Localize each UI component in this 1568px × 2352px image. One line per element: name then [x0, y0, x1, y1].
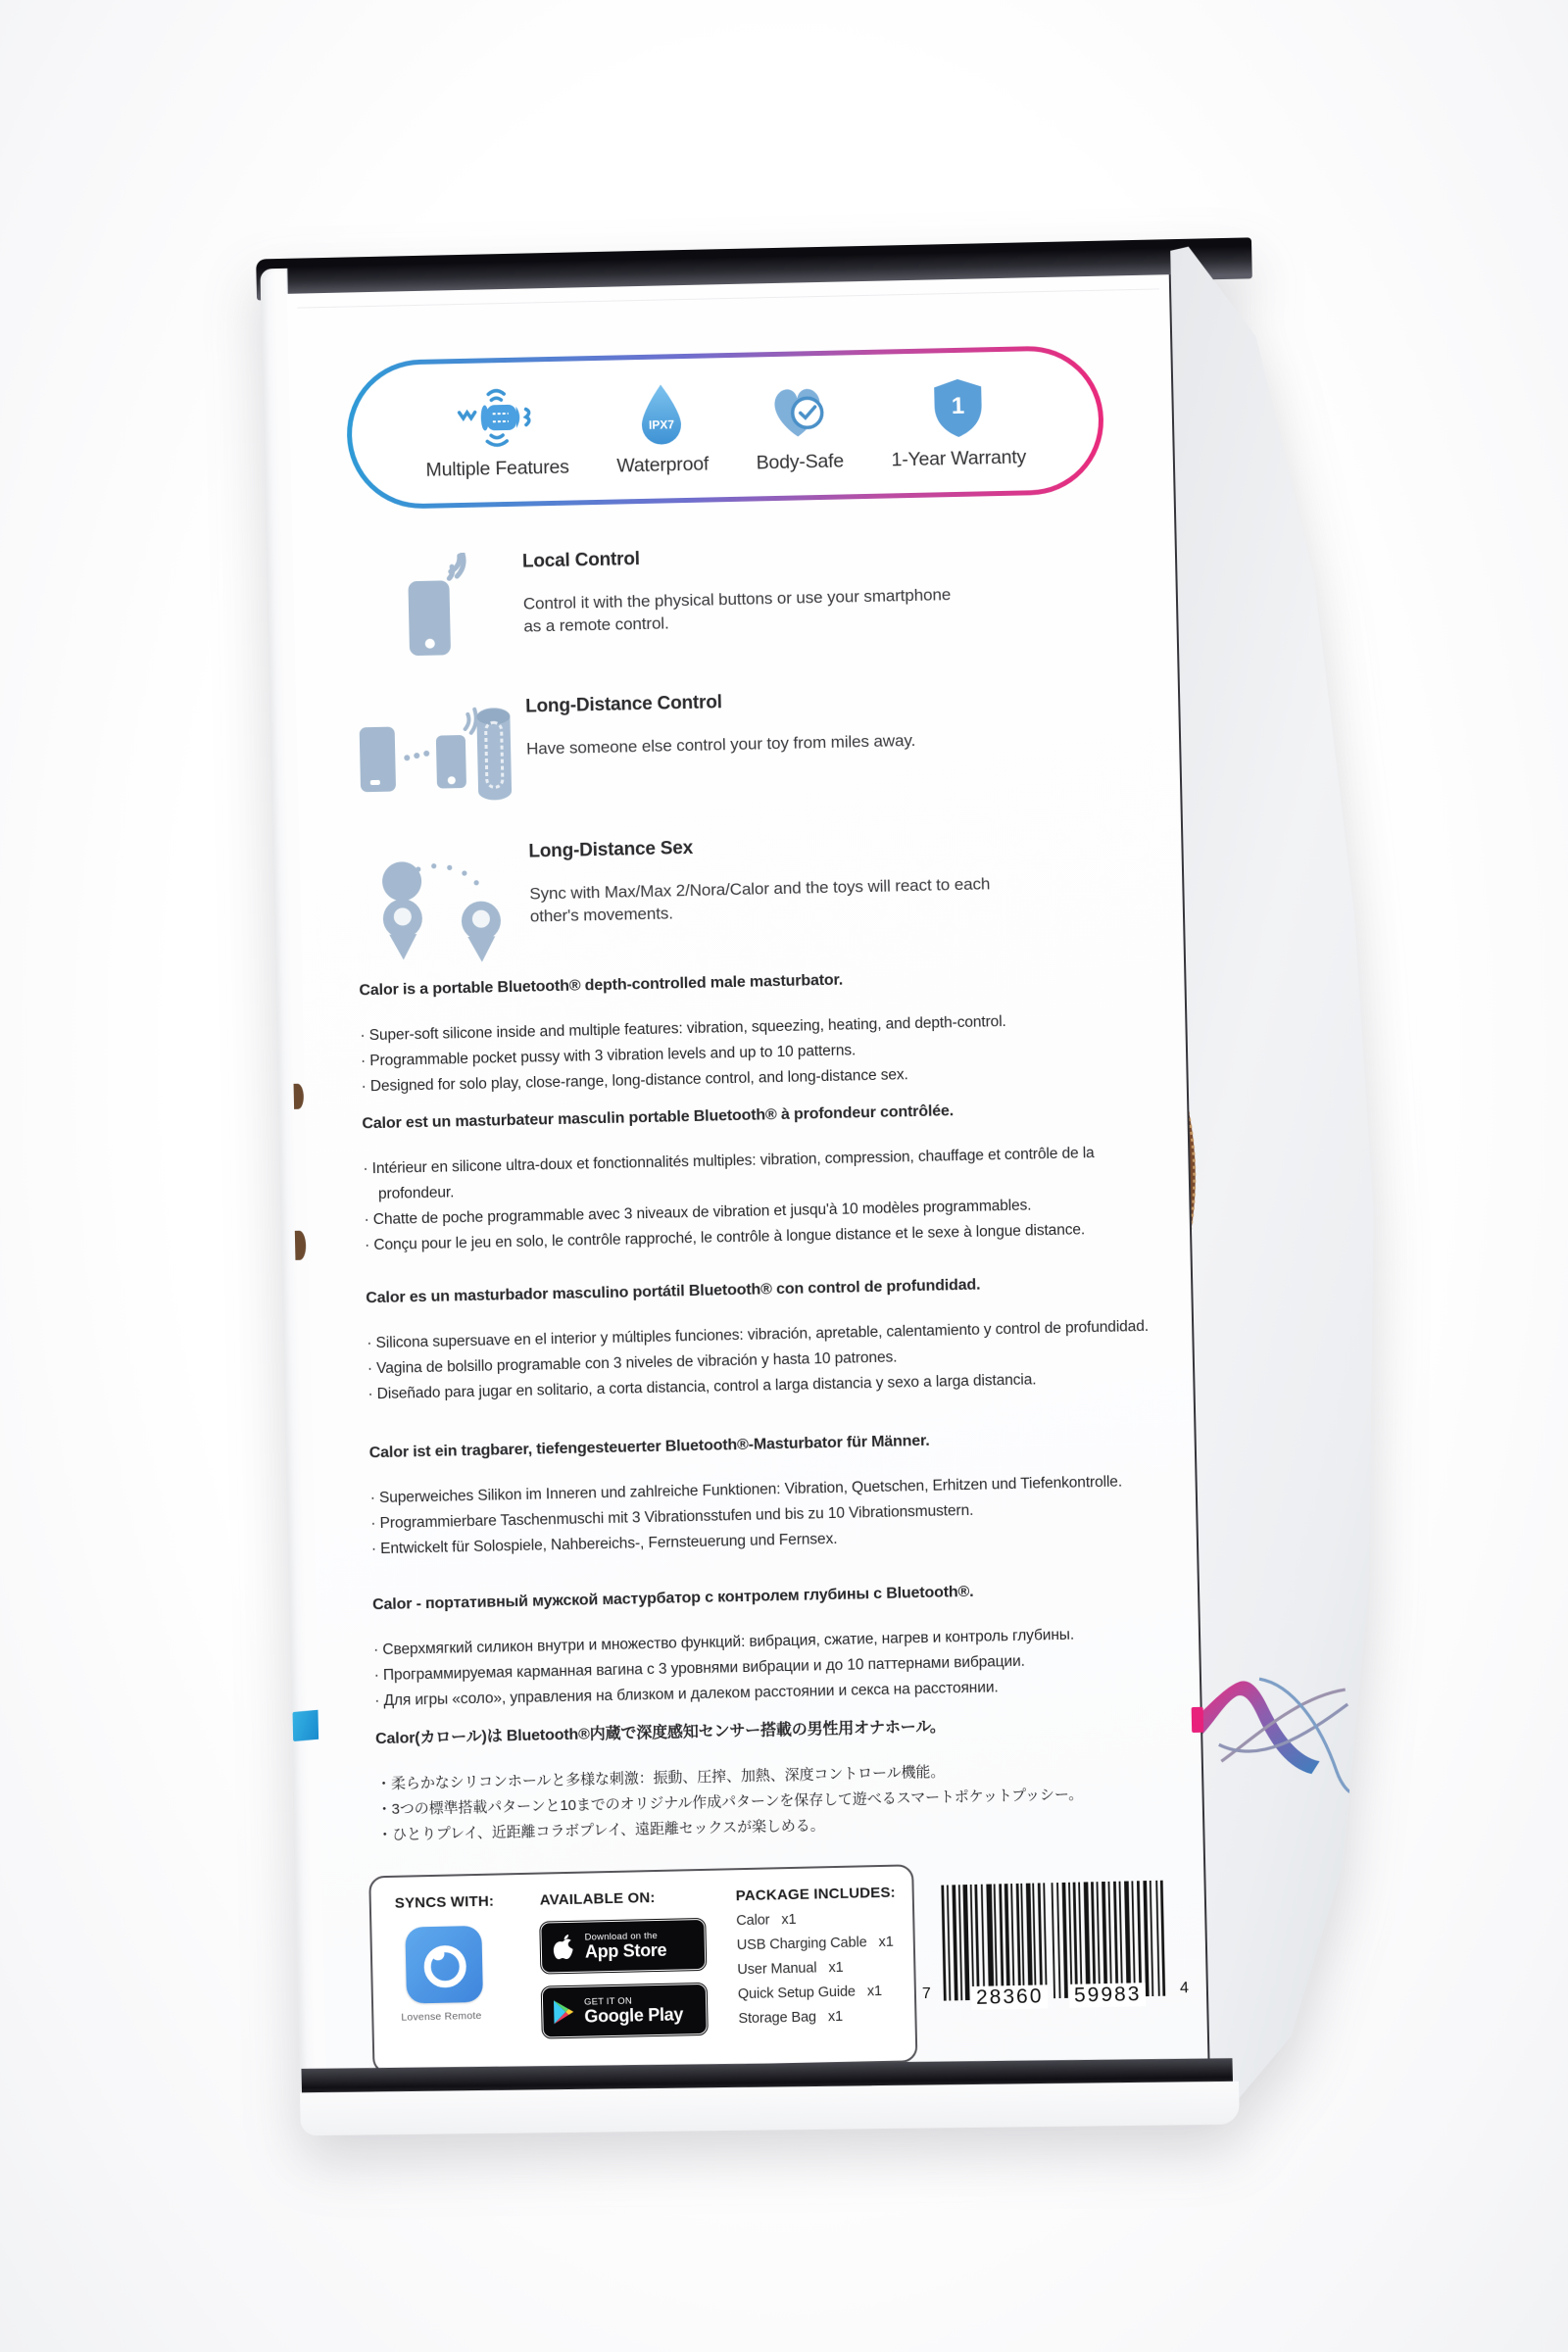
svg-text:IPX7: IPX7 — [649, 417, 675, 432]
barcode-digits: 28360 — [971, 1984, 1049, 2010]
torn-tab-mark — [294, 1084, 305, 1109]
feature-title: Long-Distance Control — [524, 692, 722, 717]
description-bullet: · Programmable pocket pussy with 3 vibration levels and up to 10 patterns. — [360, 1042, 857, 1070]
description-bullet: · Для игры «соло», управления на близком и далеком расстоянии и секса на расстоянии. — [374, 1679, 999, 1710]
feature-badges-pill — [345, 345, 1104, 511]
package-item: USB Charging Cable x1 — [736, 1934, 894, 1954]
feature-long-distance-control — [353, 685, 1056, 818]
description-section-fr — [362, 1095, 1160, 1259]
description-bullet: · Entwickelt für Solospiele, Nahbereichs-, Fernsteuerung und Fernsex. — [370, 1530, 838, 1558]
waterproof-droplet-icon — [635, 380, 687, 448]
warranty-shield-icon — [929, 373, 985, 441]
badge-warranty — [890, 372, 1027, 471]
box-back-panel — [287, 274, 1210, 2098]
body-safe-heart-icon — [766, 377, 830, 445]
description-section-ru — [372, 1576, 1171, 1715]
badge-label: Body-Safe — [756, 450, 845, 474]
phones-and-toy-icon — [353, 697, 528, 818]
description-header: Calor es un masturbador masculino portátil Bluetooth® con control de profundidad. — [366, 1276, 981, 1307]
feature-title: Long-Distance Sex — [528, 837, 694, 862]
product-box-photo — [260, 235, 1396, 2142]
feature-description: Sync with Max/Max 2/Nora/Calor and the toys will react to each other's movements. — [529, 874, 991, 926]
barcode-digit: 7 — [921, 1984, 932, 2003]
apple-icon — [552, 1934, 576, 1962]
description-bullet: · Superweiches Silikon im Inneren und zahlreiche Funktionen: Vibration, Quetschen, Erhitzen und Tiefenkontrolle. — [369, 1473, 1123, 1507]
description-bullet: · Programmierbare Taschenmuschi mit 3 Vibrationsstufen und bis zu 10 Vibrationsmustern. — [370, 1501, 974, 1533]
lovense-remote-app-icon — [405, 1926, 483, 2004]
badge-multiple-features — [424, 383, 569, 482]
badge-label: Waterproof — [616, 453, 710, 477]
package-item: Quick Setup Guide x1 — [737, 1983, 883, 2003]
feature-description: Have someone else control your toy from miles away. — [525, 730, 916, 759]
app-store-badge — [540, 1919, 706, 1974]
feature-title: Local Control — [521, 549, 641, 572]
google-play-badge — [542, 1984, 708, 2038]
description-bullet: ・ひとりプレイ、近距離コラボプレイ、遠距離セックスが楽しめる。 — [377, 1817, 825, 1844]
smartphone-waves-icon — [350, 552, 525, 671]
store-badge-top-text: GET IT ON — [583, 1995, 633, 2008]
vibration-toy-icon — [449, 383, 544, 452]
store-badge-bottom-text: App Store — [584, 1939, 667, 1962]
svg-text:1: 1 — [951, 392, 965, 420]
wave-graphic — [1195, 1635, 1357, 1826]
description-bullet: · Vagina de bolsillo programable con 3 niveles de vibración y hasta 10 patrones. — [367, 1348, 898, 1378]
feature-long-distance-sex — [356, 831, 992, 964]
description-header: Calor(カロール)は Bluetooth®内蔵で深度感知センサー搭載の男性用オナホール。 — [374, 1718, 946, 1748]
package-item: Storage Bag x1 — [738, 2008, 844, 2028]
description-section-ja — [375, 1709, 1174, 1848]
google-play-icon — [553, 2000, 575, 2024]
description-bullet: · Diseñado para jugar en solitario, a corta distancia, control a larga distancia y sexo a larga distancia. — [368, 1371, 1037, 1403]
badge-label: 1-Year Warranty — [891, 446, 1027, 471]
feature-description: Control it with the physical buttons or use your smartphone as a remote control. — [522, 585, 952, 636]
barcode-digit: 4 — [1179, 1980, 1190, 1997]
description-bullet: ・柔らかなシリコンホールと多様な刺激：振動、圧搾、加熱、深度コントロール機能。 — [375, 1763, 946, 1793]
package-includes-column — [736, 1884, 907, 2027]
syncs-with-column — [395, 1892, 525, 2024]
description-bullet: · Conçu pour le jeu en solo, le contrôle rapproché, le contrôle à longue distance et le sexe à longue distance. — [364, 1221, 1086, 1254]
available-on-column — [540, 1888, 725, 2038]
feature-local-control — [350, 542, 967, 671]
badge-label: Multiple Features — [425, 456, 569, 481]
badge-waterproof — [614, 380, 709, 478]
location-pins-icon — [356, 842, 531, 965]
store-badge-top-text: Download on the — [584, 1930, 659, 1943]
description-bullet: · Super-soft silicone inside and multiple features: vibration, squeezing, heating, and depth-control. — [360, 1012, 1006, 1045]
description-header: Calor est un masturbateur masculin portable Bluetooth® à profondeur contrôlée. — [362, 1102, 955, 1133]
description-bullet: · Программируемая карманная вагина с 3 уровнями вибрации и до 10 паттернами вибрации. — [373, 1652, 1026, 1685]
syncs-with-label: SYNCS WITH: — [394, 1892, 495, 1912]
description-header: Calor ist ein tragbarer, tiefengesteuerter Bluetooth®-Masturbator für Männer. — [368, 1432, 930, 1462]
store-badge-bottom-text: Google Play — [584, 2003, 684, 2027]
package-includes-label: PACKAGE INCLUDES: — [735, 1884, 897, 1905]
available-on-label: AVAILABLE ON: — [539, 1889, 656, 1909]
description-bullet: · Chatte de poche programmable avec 3 niveaux de vibration et jusqu'à 10 modèles programmables. — [364, 1197, 1032, 1229]
description-bullet: · Designed for solo play, close-range, long-distance control, and long-distance sex. — [361, 1066, 908, 1096]
package-item: Calor x1 — [736, 1911, 797, 1930]
description-bullet: · Сверхмягкий силикон внутри и множество функций: вибрация, сжатие, нагрев и контроль глубины. — [372, 1626, 1075, 1659]
footer-info-panel — [368, 1864, 917, 2074]
description-section-es — [366, 1269, 1164, 1408]
description-section-en — [359, 961, 1157, 1101]
torn-tab-mark — [295, 1231, 307, 1260]
description-bullet: ・3つの標準搭載パターンと10までのオリジナル作成パターンを保存して遊べるスマートポケットプッシー。 — [376, 1786, 1084, 1819]
description-bullet: · Silicona supersuave en el interior y múltiples funciones: vibración, apretable, calentamiento y control de profundidad. — [367, 1317, 1150, 1352]
upc-barcode — [921, 1880, 1190, 2029]
description-bullet: · Intérieur en silicone ultra-doux et fonctionnalités multiples: vibration, compression, chauffage et contrôle de la profondeur. — [363, 1145, 1095, 1203]
description-header: Calor is a portable Bluetooth® depth-controlled male masturbator. — [359, 971, 844, 1000]
package-item: User Manual x1 — [737, 1959, 844, 1979]
description-section-de — [369, 1424, 1168, 1563]
app-caption: Lovense Remote — [401, 2009, 482, 2024]
lovense-remote-eye-icon — [416, 1936, 472, 1992]
wrap-around-pink-mark — [1192, 1707, 1204, 1733]
description-header: Calor - портативный мужской мастурбатор с контролем глубины с Bluetooth®. — [371, 1583, 974, 1614]
badge-body-safe — [755, 376, 844, 474]
barcode-digits: 59983 — [1069, 1983, 1147, 2008]
